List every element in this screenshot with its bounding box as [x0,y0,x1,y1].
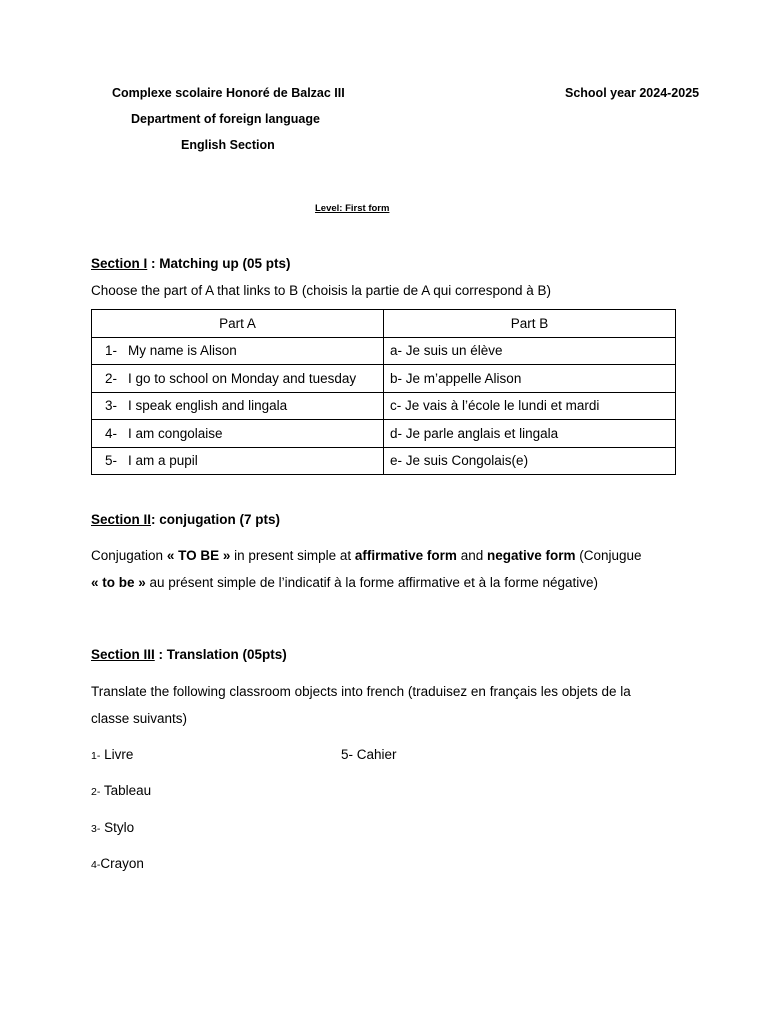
negative-form-emphasis: negative form [486,548,576,563]
item-word: Cahier [353,747,397,762]
item-word: Livre [100,747,134,762]
column-header-part-a: Part A [92,310,384,338]
part-a-cell [92,447,384,475]
table-row [92,365,676,393]
item-number: 2- [91,786,101,798]
part-b-cell: a- Je suis un élève [384,337,676,365]
part-b-cell: d- Je parle anglais et lingala [384,420,676,448]
department-name: Department of foreign language [131,112,320,126]
section1-instruction: Choose the part of A that links to B (choisis la partie de A qui correspond à B) [91,283,552,298]
school-name: Complexe scolaire Honoré de Balzac III [112,86,345,100]
part-a-text: I speak english and lingala [128,398,288,414]
table-row [92,447,676,475]
part-b-cell: b- Je m’appelle Alison [384,365,676,393]
to-be-emphasis: « to be » [91,575,146,590]
section2-title-rest: : conjugation (7 pts) [151,512,281,527]
part-a-cell [92,337,384,365]
table-row [92,337,676,365]
section3-title-label: Section III [91,647,155,662]
table-row [92,420,676,448]
part-a-text: I go to school on Monday and tuesday [128,370,357,386]
section3-title-rest: : Translation (05pts) [154,647,287,662]
item-number: 5- [341,747,354,762]
section3-instruction-line2: classe suivants) [91,711,188,726]
part-a-cell [92,365,384,393]
row-number: 3- [105,398,118,414]
part-b-cell: e- Je suis Congolais(e) [384,447,676,475]
text-run: Conjugation [91,548,167,563]
item-number: 3- [91,823,101,835]
list-item [91,856,144,871]
text-run: and [456,548,487,563]
row-number: 5- [105,453,118,469]
section1-title [91,256,291,271]
item-word: Tableau [100,783,152,798]
school-year: School year 2024-2025 [565,86,700,100]
row-number: 2- [105,370,118,386]
part-a-text: My name is Alison [128,343,237,359]
text-run: au présent simple de l’indicatif à la forme affirmative et à la forme négative) [145,575,598,590]
item-number: 4- [91,859,101,871]
list-item [341,747,397,762]
item-number: 1- [91,750,101,762]
text-run: in present simple at [230,548,355,563]
section3-instruction-line1: Translate the following classroom objects into french (traduisez en français les objets de la [91,684,631,699]
section2-instruction-line1 [91,548,642,563]
section1-title-rest: : Matching up (05 pts) [147,256,291,271]
affirmative-form-emphasis: affirmative form [354,548,457,563]
list-item [91,820,134,835]
section2-title [91,512,280,527]
part-b-cell: c- Je vais à l’école le lundi et mardi [384,392,676,420]
matching-table [91,309,676,475]
text-run: (Conjugue [575,548,642,563]
section2-title-label: Section II [91,512,152,527]
item-word: Stylo [100,820,135,835]
row-number: 4- [105,425,118,441]
section2-instruction-line2 [91,575,598,590]
part-a-cell [92,420,384,448]
section1-title-label: Section I [91,256,148,271]
list-item [91,747,133,762]
table-row [92,392,676,420]
item-word: Crayon [100,856,144,871]
section3-title [91,647,287,662]
part-a-text: I am congolaise [128,425,223,441]
row-number: 1- [105,343,118,359]
level-label: Level: First form [315,203,390,214]
list-item [91,783,151,798]
column-header-part-b: Part B [384,310,676,338]
part-a-text: I am a pupil [128,453,198,469]
part-a-cell [92,392,384,420]
to-be-emphasis: « TO BE » [166,548,231,563]
table-header-row [92,310,676,338]
section-name: English Section [181,138,275,152]
